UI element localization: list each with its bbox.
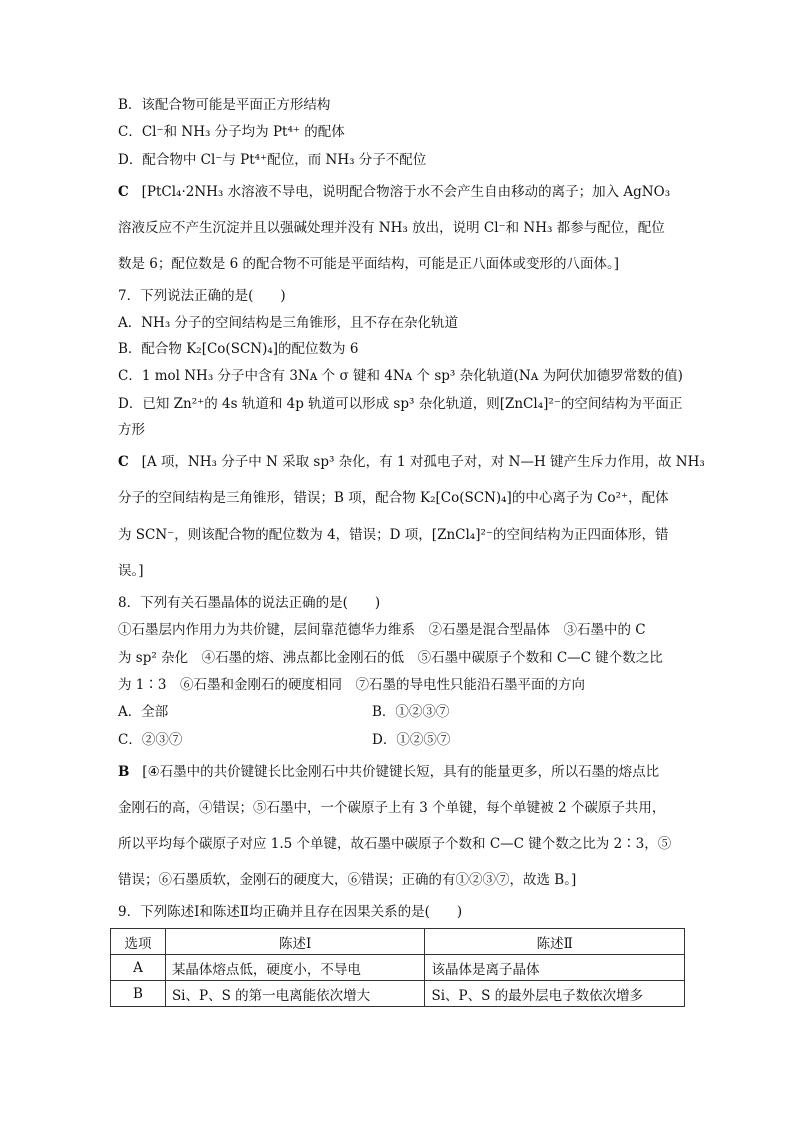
q6-explanation-line-3: 数是 6；配位数是 6 的配合物不可能是平面结构，可能是正八面体或变形的八面体。]: [118, 256, 620, 272]
table-cell: A: [111, 955, 166, 981]
q7-option-c: C．1 mol NH₃ 分子中含有 3Nᴀ 个 σ 键和 4Nᴀ 个 sp³ 杂化轨道(Nᴀ 为阿伏加德罗常数的值): [118, 368, 683, 384]
q7-explanation-line-2: 分子的空间结构是三角锥形，错误；B 项，配合物 K₂[Co(SCN)₄]的中心离子为 Co²⁺，配体: [118, 490, 669, 506]
q8-explanation-line-4: 错误；⑥石墨质软，金刚石的硬度大，⑥错误；正确的有①②③⑦，故选 B。]: [118, 872, 577, 888]
q7-answer-key: C: [118, 454, 129, 470]
q8-explanation-line-2: 金刚石的高，④错误；⑤石墨中，一个碳原子上有 3 个单键，每个单键被 2 个碳原子共用，: [118, 800, 666, 816]
table-header-cell: 选项: [111, 929, 166, 955]
table-cell: Si、P、S 的第一电离能依次增大: [165, 981, 425, 1007]
q8-exp-text-1: [④石墨中的共价键键长比金刚石中共价键键长短，具有的能量更多，所以石墨的熔点比: [142, 764, 660, 780]
table-cell: 该晶体是离子晶体: [425, 955, 685, 981]
q8-option-b: B．①②③⑦: [372, 704, 450, 720]
table-header-cell: 陈述Ⅰ: [165, 929, 425, 955]
q8-answer-key: B: [118, 764, 130, 780]
q6-option-b: B．该配合物可能是平面正方形结构: [118, 97, 331, 113]
q7-option-a: A．NH₃ 分子的空间结构是三角锥形，且不存在杂化轨道: [118, 315, 459, 331]
q8-explanation-line-1: [118, 763, 659, 781]
q7-stem: 7．下列说法正确的是( ): [118, 288, 286, 304]
q7-explanation-line-4: 误。]: [118, 563, 144, 579]
q6-answer-key: C: [118, 184, 129, 200]
table-row: [111, 981, 685, 1007]
q9-table: [110, 928, 685, 1007]
table-row: [111, 955, 685, 981]
q7-explanation-line-3: 为 SCN⁻，则该配合物的配位数为 4，错误；D 项，[ZnCl₄]²⁻的空间结构为正四面体形，错: [118, 527, 669, 543]
table-header-cell: 陈述Ⅱ: [425, 929, 685, 955]
q6-option-d: D．配合物中 Cl⁻与 Pt⁴⁺配位，而 NH₃ 分子不配位: [118, 152, 427, 168]
q8-statement-line-3: 为 1∶3 ⑥石墨和金刚石的硬度相同 ⑦石墨的导电性只能沿石墨平面的方向: [118, 677, 585, 693]
q6-exp-text-1: [PtCl₄·2NH₃ 水溶液不导电，说明配合物溶于水不会产生自由移动的离子；加入 AgNO₃: [141, 184, 671, 200]
q6-explanation-line-2: 溶液反应不产生沉淀并且以强碱处理并没有 NH₃ 放出，说明 Cl⁻和 NH₃ 都参与配位，配位: [118, 220, 665, 236]
q7-option-d-line-2: 方形: [118, 422, 145, 438]
q8-option-a: A．全部: [118, 704, 169, 720]
q6-explanation-line-1: [118, 183, 670, 201]
q6-option-c: C．Cl⁻和 NH₃ 分子均为 Pt⁴⁺ 的配体: [118, 124, 345, 140]
table-header-row: [111, 929, 685, 955]
q8-stem: 8．下列有关石墨晶体的说法正确的是( ): [118, 595, 381, 611]
q7-explanation-line-1: [118, 453, 705, 471]
q8-option-d: D．①②⑤⑦: [372, 732, 451, 748]
q9-stem: 9．下列陈述Ⅰ和陈述Ⅱ均正确并且存在因果关系的是( ): [118, 904, 463, 920]
table-cell: 某晶体熔点低，硬度小，不导电: [165, 955, 425, 981]
q8-option-c: C．②③⑦: [118, 732, 183, 748]
table-cell: Si、P、S 的最外层电子数依次增多: [425, 981, 685, 1007]
q8-statement-line-2: 为 sp² 杂化 ④石墨的熔、沸点都比金刚石的低 ⑤石墨中碳原子个数和 C—C 键个数之比: [118, 650, 663, 666]
q7-exp-text-1: [A 项，NH₃ 分子中 N 采取 sp³ 杂化，有 1 对孤电子对，对 N—H 键产生斥力作用，故 NH₃: [141, 454, 705, 470]
q8-explanation-line-3: 所以平均每个碳原子对应 1.5 个单键，故石墨中碳原子个数和 C—C 键个数之比为 2∶3，⑤: [118, 836, 672, 852]
q7-option-b: B．配合物 K₂[Co(SCN)₄]的配位数为 6: [118, 341, 359, 357]
q7-option-d-line-1: D．已知 Zn²⁺的 4s 轨道和 4p 轨道可以形成 sp³ 杂化轨道，则[ZnCl₄]²⁻的空间结构为平面正: [118, 396, 683, 412]
table-cell: B: [111, 981, 166, 1007]
q8-statement-line-1: ①石墨层内作用力为共价键，层间靠范德华力维系 ②石墨是混合型晶体 ③石墨中的 C: [118, 622, 646, 638]
